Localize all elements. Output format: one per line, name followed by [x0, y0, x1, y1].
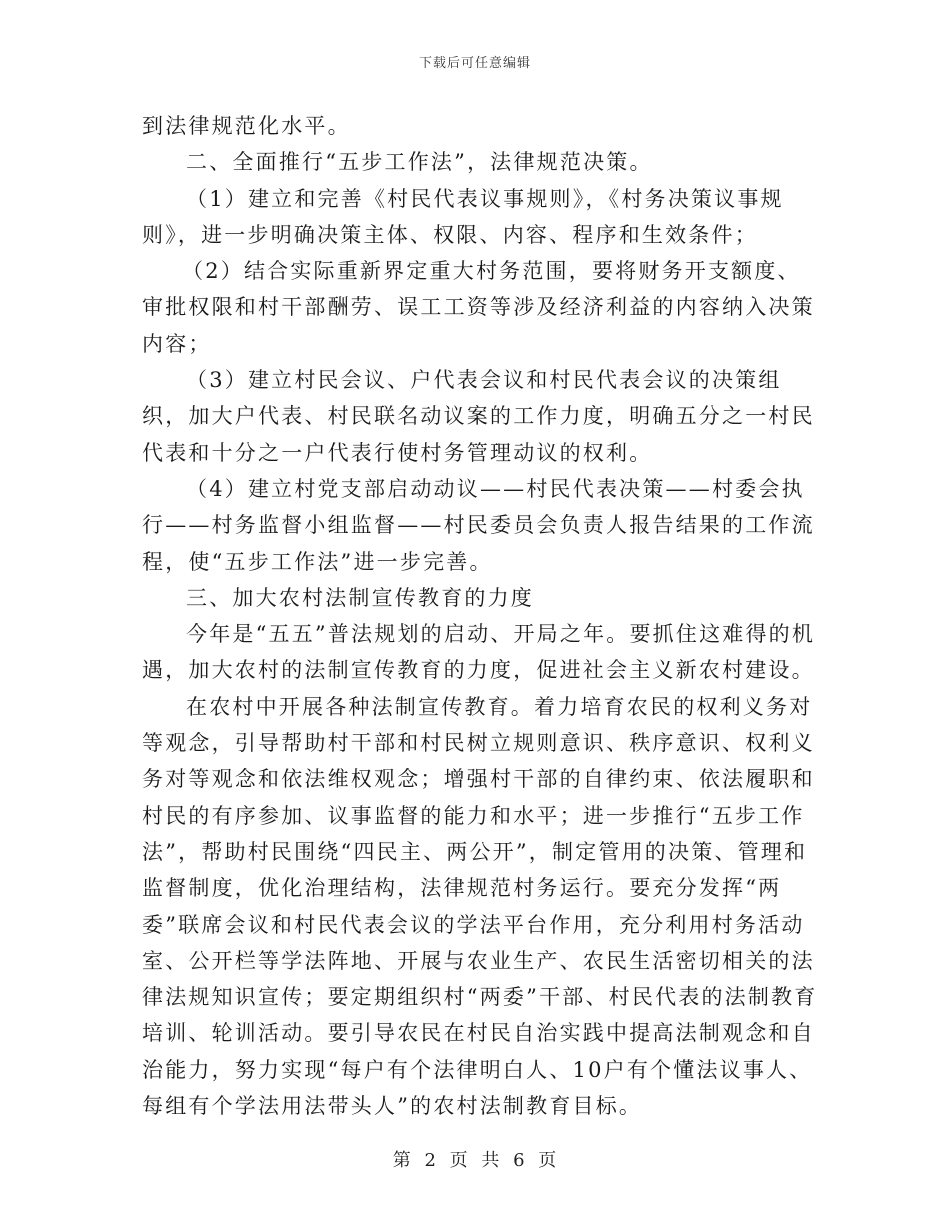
section-heading-3: 三、加大农村法制宣传教育的力度 [186, 585, 534, 610]
list-item-4: （4）建立村党支部启动动议——村民代表决策——村委会执行——村务监督小组监督——村民委员会负责人报告结果的工作流程，使“五步工作法”进一步完善。 [142, 476, 815, 574]
list-item-2: （2）结合实际重新界定重大村务范围，要将财务开支额度、审批权限和村干部酬劳、误工工资等涉及经济利益的内容纳入决策内容； [142, 259, 815, 356]
list-item-1: （1）建立和完善《村民代表议事规则》，《村务决策议事规则》，进一步明确决策主体、权限、内容、程序和生效条件； [142, 186, 784, 247]
list-item-3: （3）建立村民会议、户代表会议和村民代表会议的决策组织，加大户代表、村民联名动议案的工作力度，明确五分之一村民代表和十分之一户代表行使村务管理动议的权利。 [142, 368, 815, 465]
page-header: 下载后可任意编辑 [418, 56, 531, 71]
page-number: 第 2 页 共 6 页 [392, 1150, 558, 1171]
paragraph-continuation: 到法律规范化水平。 [142, 114, 351, 138]
document-body [142, 108, 822, 1124]
paragraph-main: 在农村中开展各种法制宣传教育。着力培育农民的权利义务对等观念，引导帮助村干部和村民树立规则意识、秩序意识、权利义务对等观念和依法维权观念；增强村干部的自律约束、依法履职和村民的有序参加、议事监督的能力和水平；进一步推行“五步工作法”，帮助村民围绕“四民主、两公开”，制定管用的决策、管理和监督制度，优化治理结构，法律规范村务运行。要充分发挥“两委”联席会议和村民代表会议的学法平台作用，充分利用村务活动室、公开栏等学法阵地、开展与农业生产、农民生活密切相关的法律法规知识宣传；要定期组织村“两委”干部、村民代表的法制教育培训、轮训活动。要引导农民在村民自治实践中提高法制观念和自治能力，努力实现“每户有个法律明白人、10户有个懂法议事人、每组有个学法用法带头人”的农村法制教育目标。 [142, 694, 818, 1119]
paragraph-intro: 今年是“五五”普法规划的启动、开局之年。要抓住这难得的机遇，加大农村的法制宣传教育的力度，促进社会主义新农村建设。 [142, 622, 816, 683]
section-heading-2: 二、全面推行“五步工作法”，法律规范决策。 [186, 150, 653, 175]
